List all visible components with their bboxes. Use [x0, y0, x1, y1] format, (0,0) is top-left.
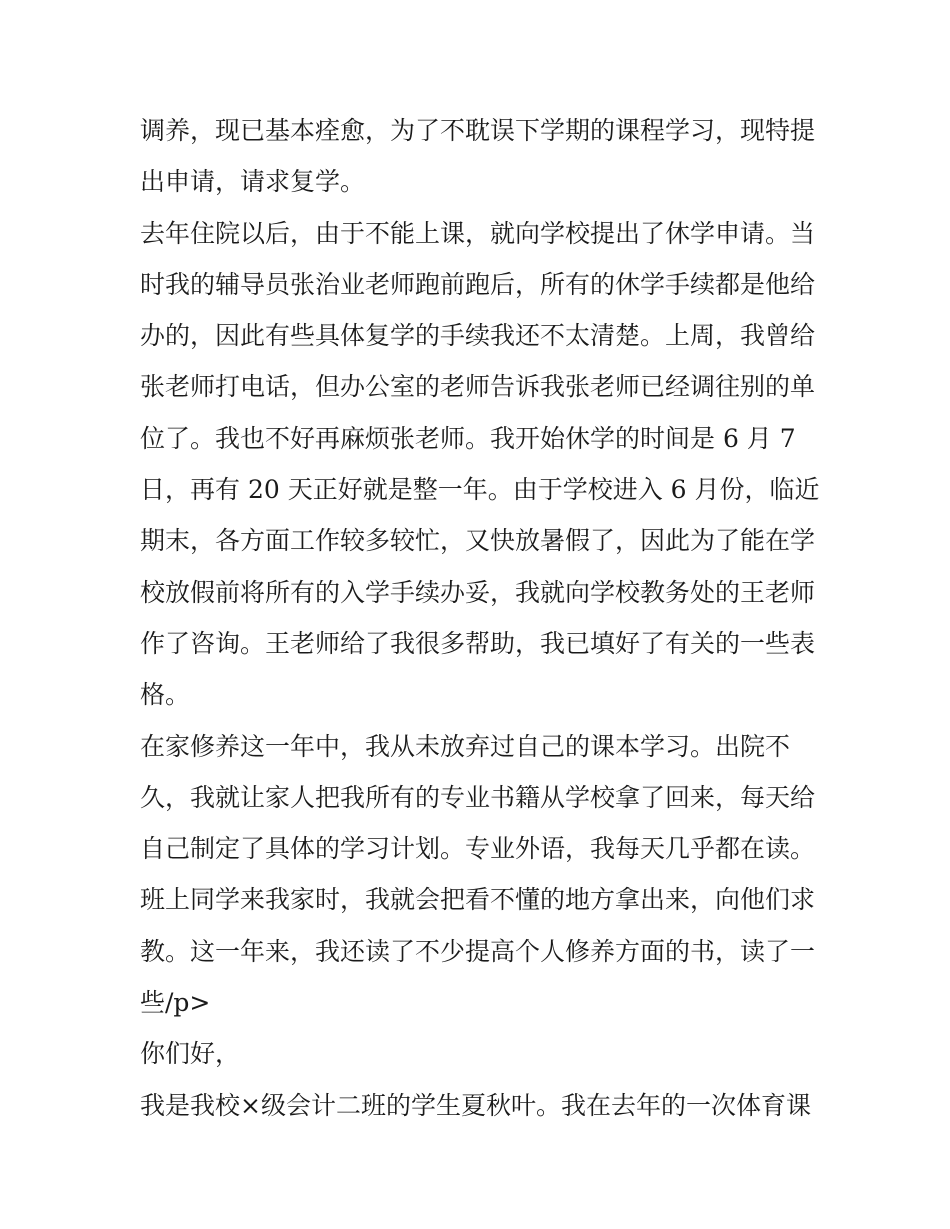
text-line: 期末，各方面工作较多较忙，又快放暑假了，因此为了能在学 [140, 526, 816, 556]
document-body [140, 105, 820, 1131]
text-line: 些/p> [140, 988, 211, 1018]
text-line: 出申请，请求复学。 [140, 167, 366, 197]
text-line: 校放假前将所有的入学手续办妥，我就向学校教务处的王老师 [140, 577, 816, 607]
text-line: 时我的辅导员张治业老师跑前跑后，所有的休学手续都是他给 [140, 269, 816, 299]
text-line: 作了咨询。王老师给了我很多帮助，我已填好了有关的一些表 [140, 628, 816, 658]
text-line: 张老师打电话，但办公室的老师告诉我张老师已经调往别的单 [140, 372, 816, 402]
text-line: 调养，现已基本痊愈，为了不耽误下学期的课程学习，现特提 [140, 116, 816, 145]
text-line: 久，我就让家人把我所有的专业书籍从学校拿了回来，每天给 [140, 782, 816, 812]
text-line: 位了。我也不好再麻烦张老师。我开始休学的时间是 6 月 7 [140, 423, 796, 453]
text-line: 你们好， [140, 1039, 241, 1069]
text-line: 我是我校×级会计二班的学生夏秋叶。我在去年的一次体育课 [140, 1090, 811, 1120]
text-line: 在家修养这一年中，我从未放弃过自己的课本学习。出院不 [140, 731, 791, 761]
text-line: 自己制定了具体的学习计划。专业外语，我每天几乎都在读。 [140, 834, 816, 864]
text-line: 办的，因此有些具体复学的手续我还不太清楚。上周，我曾给 [140, 321, 816, 351]
text-line: 日，再有 20 天正好就是整一年。由于学校进入 6 月份，临近 [140, 475, 820, 505]
text-line: 格。 [140, 680, 191, 710]
text-line: 去年住院以后，由于不能上课，就向学校提出了休学申请。当 [140, 218, 816, 248]
text-line: 教。这一年来，我还读了不少提高个人修养方面的书，读了一 [140, 936, 816, 966]
text-line: 班上同学来我家时，我就会把看不懂的地方拿出来，向他们求 [140, 885, 816, 915]
